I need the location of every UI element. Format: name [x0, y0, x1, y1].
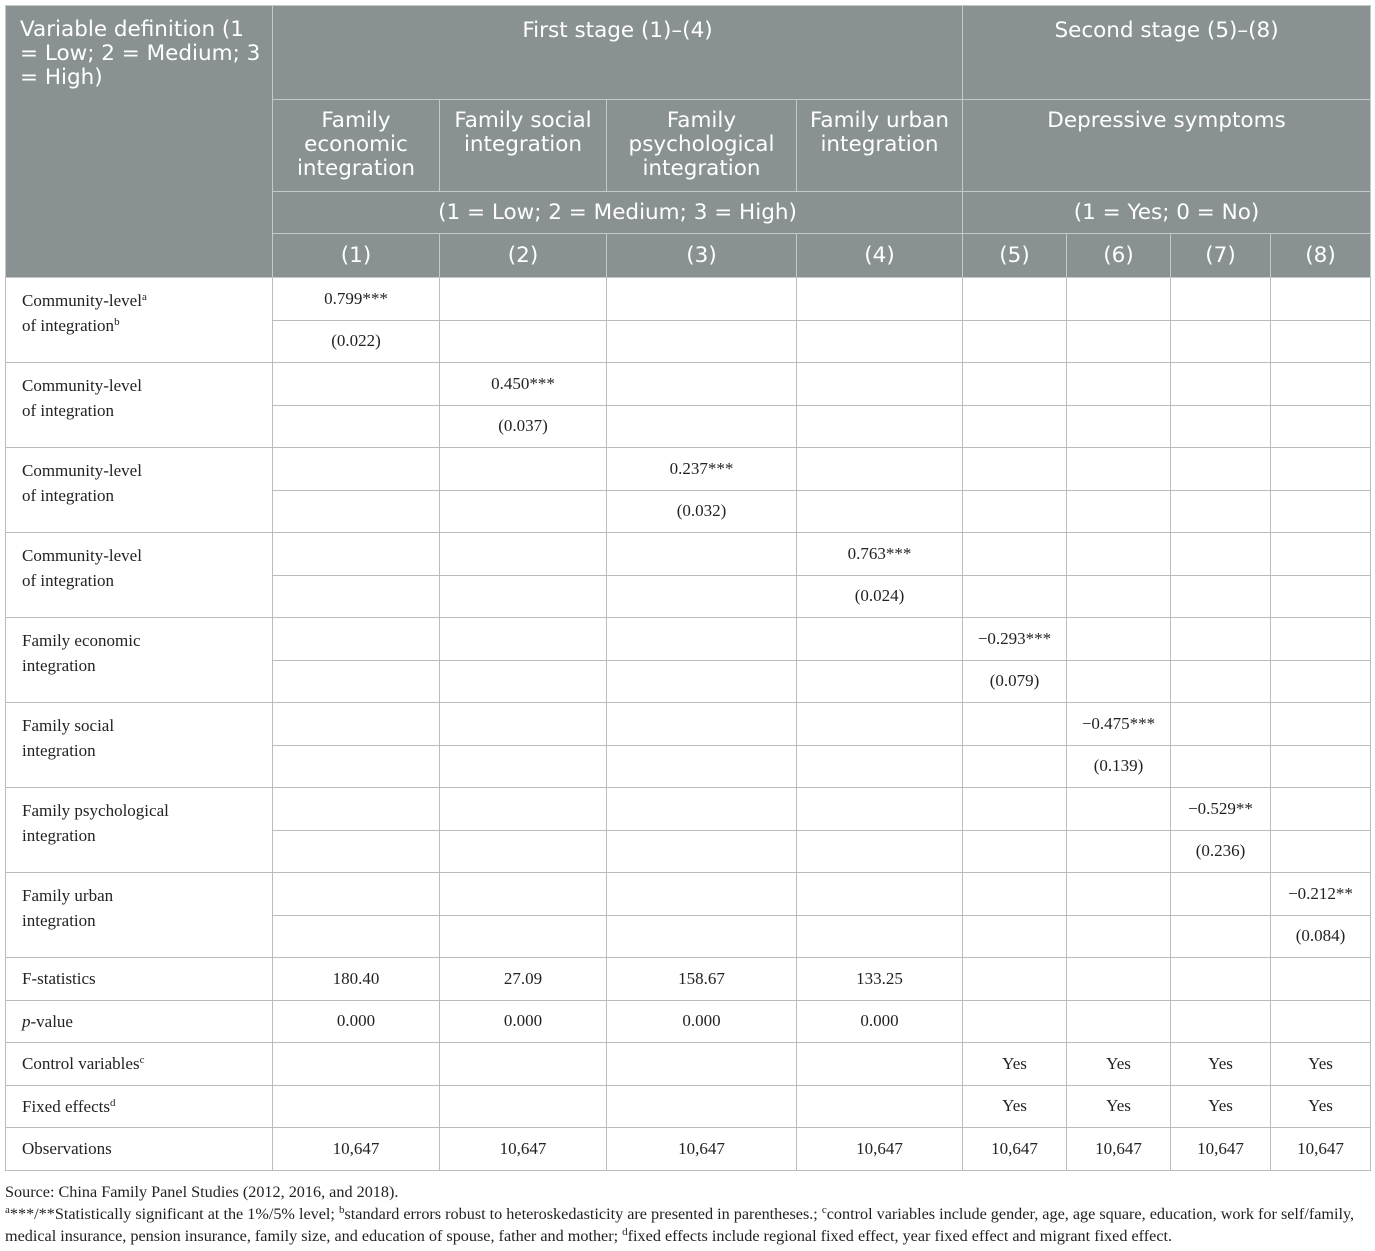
coefficient-cell: [607, 278, 797, 321]
stat-cell: 10,647: [1271, 1128, 1371, 1171]
coefficient-cell: [797, 363, 963, 406]
stat-label: Fixed effects$^d$: [6, 1085, 273, 1128]
table-row: [6, 618, 1371, 661]
column-number: (5): [963, 234, 1067, 278]
coefficient-cell: [607, 363, 797, 406]
coefficient-cell: [1067, 363, 1171, 406]
coefficient-cell: [1171, 533, 1271, 576]
standard-error-cell: [963, 320, 1067, 363]
standard-error-cell: [1171, 575, 1271, 618]
standard-error-cell: [1271, 490, 1371, 533]
standard-error-cell: [273, 575, 440, 618]
coefficient-cell: [273, 788, 440, 831]
stat-cell: 10,647: [440, 1128, 607, 1171]
coefficient-cell: [1271, 788, 1371, 831]
first-stage-scale: (1 = Low; 2 = Medium; 3 = High): [273, 192, 963, 234]
standard-error-cell: (0.084): [1271, 915, 1371, 958]
coefficient-cell: [963, 363, 1067, 406]
standard-error-cell: [440, 745, 607, 788]
standard-error-cell: [797, 490, 963, 533]
standard-error-cell: [1067, 405, 1171, 448]
standard-error-cell: [1271, 745, 1371, 788]
standard-error-cell: [273, 660, 440, 703]
stat-cell: 10,647: [273, 1128, 440, 1171]
coefficient-cell: [607, 703, 797, 746]
coefficient-cell: 0.799***: [273, 278, 440, 321]
standard-error-cell: (0.022): [273, 320, 440, 363]
stat-cell: [1271, 1000, 1371, 1043]
stat-cell: Yes: [1271, 1043, 1371, 1086]
coefficient-cell: −0.212**: [1271, 873, 1371, 916]
stat-label: F-statistics: [6, 958, 273, 1001]
table-row: [6, 703, 1371, 746]
coefficient-cell: [1171, 618, 1271, 661]
coefficient-cell: [440, 618, 607, 661]
column-number: (4): [797, 234, 963, 278]
coefficient-cell: [1171, 448, 1271, 491]
column-number: (8): [1271, 234, 1371, 278]
coefficient-cell: [1271, 703, 1371, 746]
standard-error-cell: [1067, 660, 1171, 703]
standard-error-cell: (0.024): [797, 575, 963, 618]
coefficient-cell: [1271, 363, 1371, 406]
coefficient-cell: [1067, 533, 1171, 576]
coefficient-cell: [1271, 448, 1371, 491]
source-note: Source: China Family Panel Studies (2012, 2016, and 2018).: [5, 1182, 399, 1201]
coefficient-cell: [607, 788, 797, 831]
coefficient-cell: −0.293***: [963, 618, 1067, 661]
outcome-header-urban: Family urban integration: [797, 100, 963, 192]
standard-error-cell: [1067, 575, 1171, 618]
stat-row: [6, 1043, 1371, 1086]
stat-cell: [1271, 958, 1371, 1001]
standard-error-cell: [607, 660, 797, 703]
standard-error-cell: [607, 915, 797, 958]
standard-error-cell: [607, 745, 797, 788]
standard-error-cell: [440, 320, 607, 363]
coefficient-cell: [797, 788, 963, 831]
stat-cell: 158.67: [607, 958, 797, 1001]
stat-label: p-value: [6, 1000, 273, 1043]
stat-cell: [963, 958, 1067, 1001]
stat-cell: 27.09: [440, 958, 607, 1001]
table-row: [6, 363, 1371, 406]
standard-error-cell: [1067, 490, 1171, 533]
standard-error-cell: [607, 405, 797, 448]
coefficient-cell: [963, 533, 1067, 576]
row-label: Family psychological integration: [6, 788, 273, 873]
stat-row: [6, 958, 1371, 1001]
stat-cell: [1171, 1000, 1271, 1043]
stat-cell: [273, 1043, 440, 1086]
coefficient-cell: [440, 278, 607, 321]
standard-error-cell: [963, 915, 1067, 958]
coefficient-cell: [797, 873, 963, 916]
standard-error-cell: [440, 660, 607, 703]
stat-cell: [797, 1043, 963, 1086]
stat-cell: 133.25: [797, 958, 963, 1001]
coefficient-cell: [1171, 278, 1271, 321]
stat-row: [6, 1000, 1371, 1043]
standard-error-cell: [1271, 320, 1371, 363]
standard-error-cell: [1171, 660, 1271, 703]
standard-error-cell: [1067, 320, 1171, 363]
standard-error-cell: [273, 745, 440, 788]
standard-error-cell: [1067, 915, 1171, 958]
stat-cell: [607, 1085, 797, 1128]
standard-error-cell: [1271, 660, 1371, 703]
standard-error-cell: [1271, 830, 1371, 873]
coefficient-cell: [273, 363, 440, 406]
stat-cell: 0.000: [273, 1000, 440, 1043]
row-label: Community-level of integration: [6, 533, 273, 618]
coefficient-cell: −0.475***: [1067, 703, 1171, 746]
standard-error-cell: [440, 915, 607, 958]
standard-error-cell: [963, 830, 1067, 873]
coefficient-cell: [797, 703, 963, 746]
outcome-header-economic: Family economic integration: [273, 100, 440, 192]
standard-error-cell: (0.032): [607, 490, 797, 533]
standard-error-cell: (0.139): [1067, 745, 1171, 788]
row-label: Family economic integration: [6, 618, 273, 703]
standard-error-cell: [963, 575, 1067, 618]
stat-cell: Yes: [1067, 1085, 1171, 1128]
coefficient-cell: [1067, 873, 1171, 916]
stat-cell: Yes: [963, 1085, 1067, 1128]
standard-error-cell: [797, 745, 963, 788]
coefficient-cell: [607, 618, 797, 661]
table-row: [6, 278, 1371, 321]
column-number: (2): [440, 234, 607, 278]
coefficient-cell: [1171, 363, 1271, 406]
coefficient-cell: [1067, 788, 1171, 831]
table-notes: [5, 1181, 1370, 1247]
stat-cell: Yes: [963, 1043, 1067, 1086]
row-label: Community-level of integration: [6, 448, 273, 533]
coefficient-cell: [273, 533, 440, 576]
stat-cell: [1171, 958, 1271, 1001]
coefficient-cell: [273, 448, 440, 491]
footnotes: $^a$***/**Statistically significant at the 1%/5% level; $^b$standard errors robust to heteroskedasticity are presented in parentheses.; $^c$control variables include gender, age, age square, education, work for self/family, medical insurance, pension insurance, family size, and education of spouse, father and mother; $^d$fixed effects include regional fixed effect, year fixed effect and migrant fixed effect.: [5, 1203, 1355, 1245]
coefficient-cell: [607, 873, 797, 916]
coefficient-cell: [1067, 618, 1171, 661]
coefficient-cell: [273, 618, 440, 661]
standard-error-cell: [1171, 320, 1271, 363]
column-number: (3): [607, 234, 797, 278]
variable-definition-header: Variable definition (1 = Low; 2 = Medium; 3 = High): [6, 6, 273, 278]
coefficient-cell: [797, 278, 963, 321]
standard-error-cell: [797, 660, 963, 703]
coefficient-cell: [440, 873, 607, 916]
table-header: [6, 6, 1371, 278]
standard-error-cell: [1171, 745, 1271, 788]
coefficient-cell: −0.529**: [1171, 788, 1271, 831]
coefficient-cell: [963, 873, 1067, 916]
coefficient-cell: [1271, 533, 1371, 576]
coefficient-cell: 0.763***: [797, 533, 963, 576]
coefficient-cell: [273, 703, 440, 746]
row-label: Community-level of integration: [6, 363, 273, 448]
standard-error-cell: [963, 405, 1067, 448]
table-row: [6, 788, 1371, 831]
results-table-container: [5, 5, 1370, 1247]
outcome-header-social: Family social integration: [440, 100, 607, 192]
stat-cell: 180.40: [273, 958, 440, 1001]
second-stage-header: Second stage (5)–(8): [963, 6, 1371, 100]
standard-error-cell: [440, 830, 607, 873]
coefficient-cell: [273, 873, 440, 916]
stat-label: Control variables$^c$: [6, 1043, 273, 1086]
stat-cell: Yes: [1271, 1085, 1371, 1128]
coefficient-cell: [1067, 278, 1171, 321]
stat-label: Observations: [6, 1128, 273, 1171]
coefficient-cell: [1271, 618, 1371, 661]
table-row: [6, 448, 1371, 491]
stat-cell: [1067, 958, 1171, 1001]
standard-error-cell: [1271, 405, 1371, 448]
coefficient-cell: [1171, 703, 1271, 746]
table-row: [6, 533, 1371, 576]
coefficient-cell: 0.237***: [607, 448, 797, 491]
first-stage-header: First stage (1)–(4): [273, 6, 963, 100]
coefficient-cell: [963, 788, 1067, 831]
coefficient-cell: [963, 703, 1067, 746]
row-label: Family social integration: [6, 703, 273, 788]
table-row: [6, 873, 1371, 916]
coefficient-cell: [963, 448, 1067, 491]
stat-cell: 10,647: [1171, 1128, 1271, 1171]
stat-cell: [440, 1043, 607, 1086]
coefficient-cell: [1067, 448, 1171, 491]
column-number: (6): [1067, 234, 1171, 278]
stat-cell: 0.000: [607, 1000, 797, 1043]
coefficient-cell: [607, 533, 797, 576]
standard-error-cell: [1067, 830, 1171, 873]
standard-error-cell: [1171, 915, 1271, 958]
standard-error-cell: [440, 575, 607, 618]
coefficient-cell: [797, 448, 963, 491]
standard-error-cell: (0.037): [440, 405, 607, 448]
standard-error-cell: [797, 320, 963, 363]
stat-cell: 0.000: [797, 1000, 963, 1043]
row-label: Family urban integration: [6, 873, 273, 958]
stat-row: [6, 1128, 1371, 1171]
coefficient-cell: [440, 448, 607, 491]
standard-error-cell: (0.079): [963, 660, 1067, 703]
standard-error-cell: [273, 915, 440, 958]
stat-cell: [1067, 1000, 1171, 1043]
row-label: Community-level$^a$ of integration$^b$: [6, 278, 273, 363]
coefficient-cell: [963, 278, 1067, 321]
stat-cell: 10,647: [1067, 1128, 1171, 1171]
standard-error-cell: [607, 830, 797, 873]
standard-error-cell: [273, 830, 440, 873]
column-number: (1): [273, 234, 440, 278]
standard-error-cell: [797, 915, 963, 958]
outcome-header-depressive: Depressive symptoms: [963, 100, 1371, 192]
coefficient-cell: [1271, 278, 1371, 321]
stat-cell: [963, 1000, 1067, 1043]
standard-error-cell: [963, 745, 1067, 788]
standard-error-cell: [273, 405, 440, 448]
standard-error-cell: [440, 490, 607, 533]
outcome-header-psychological: Family psychological integration: [607, 100, 797, 192]
stat-cell: 10,647: [963, 1128, 1067, 1171]
standard-error-cell: [1171, 405, 1271, 448]
iv-results-table: [5, 5, 1371, 1171]
stat-cell: 10,647: [607, 1128, 797, 1171]
coefficient-cell: [440, 788, 607, 831]
stat-cell: Yes: [1171, 1085, 1271, 1128]
stat-cell: Yes: [1171, 1043, 1271, 1086]
stat-cell: 0.000: [440, 1000, 607, 1043]
standard-error-cell: [607, 575, 797, 618]
stat-row: [6, 1085, 1371, 1128]
coefficient-cell: [1171, 873, 1271, 916]
stat-cell: 10,647: [797, 1128, 963, 1171]
stat-cell: [607, 1043, 797, 1086]
standard-error-cell: (0.236): [1171, 830, 1271, 873]
coefficient-cell: [797, 618, 963, 661]
coefficient-cell: [440, 533, 607, 576]
standard-error-cell: [797, 830, 963, 873]
stat-cell: Yes: [1067, 1043, 1171, 1086]
standard-error-cell: [963, 490, 1067, 533]
standard-error-cell: [1271, 575, 1371, 618]
column-number: (7): [1171, 234, 1271, 278]
standard-error-cell: [273, 490, 440, 533]
table-body: [6, 278, 1371, 1171]
second-stage-scale: (1 = Yes; 0 = No): [963, 192, 1371, 234]
stat-cell: [273, 1085, 440, 1128]
stat-cell: [797, 1085, 963, 1128]
standard-error-cell: [607, 320, 797, 363]
coefficient-cell: 0.450***: [440, 363, 607, 406]
standard-error-cell: [1171, 490, 1271, 533]
coefficient-cell: [440, 703, 607, 746]
stat-cell: [440, 1085, 607, 1128]
standard-error-cell: [797, 405, 963, 448]
